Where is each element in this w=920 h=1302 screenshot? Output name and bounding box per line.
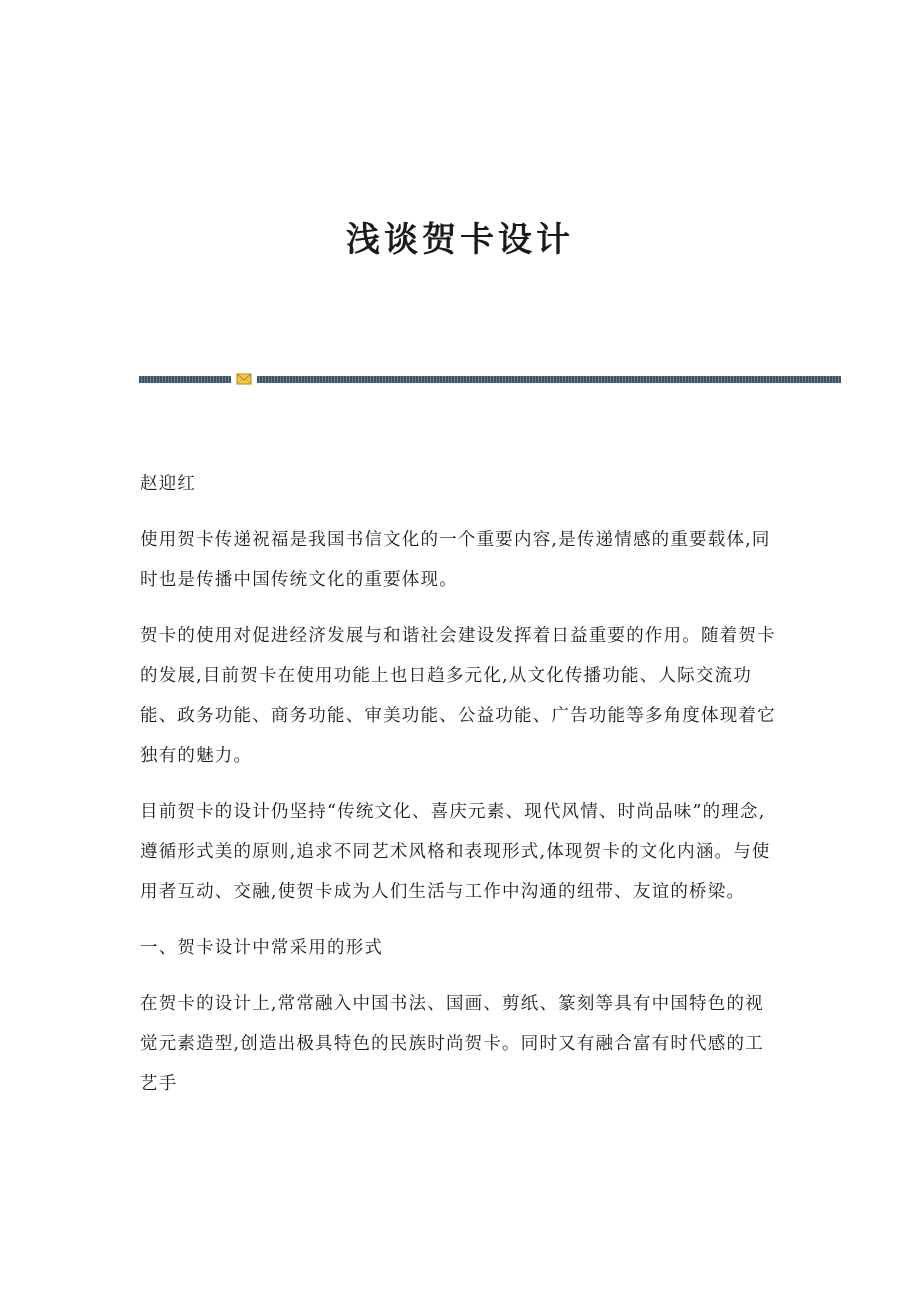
paragraph: 在贺卡的设计上,常常融入中国书法、国画、剪纸、篆刻等具有中国特色的视觉元素造型,创造出极具特色的民族时尚贺卡。同时又有融合富有时代感的工艺手 [140, 994, 764, 1094]
paragraph: 贺卡的使用对促进经济发展与和谐社会建设发挥着日益重要的作用。随着贺卡的发展,目前贺卡在使用功能上也日趋多元化,从文化传播功能、人际交流功能、政务功能、商务功能、审美功能、公益功能、广告功能等多角度体现着它独有的魅力。 [140, 626, 776, 766]
envelope-icon [236, 373, 252, 385]
author-name: 赵迎红 [140, 474, 197, 494]
page-title: 浅谈贺卡设计 [346, 220, 574, 260]
article-body [140, 464, 780, 1120]
divider-bar-left [139, 376, 231, 383]
title-divider [139, 372, 841, 386]
paragraph: 使用贺卡传递祝福是我国书信文化的一个重要内容,是传递情感的重要载体,同时也是传播中国传统文化的重要体现。 [140, 530, 771, 590]
divider-bar-right [257, 376, 841, 383]
section-heading: 一、贺卡设计中常采用的形式 [140, 938, 384, 958]
paragraph: 目前贺卡的设计仍坚持“传统文化、喜庆元素、现代风情、时尚品味”的理念,遵循形式美的原则,追求不同艺术风格和表现形式,体现贺卡的文化内涵。与使用者互动、交融,使贺卡成为人们生活与工作中沟通的纽带、友谊的桥梁。 [140, 802, 771, 902]
